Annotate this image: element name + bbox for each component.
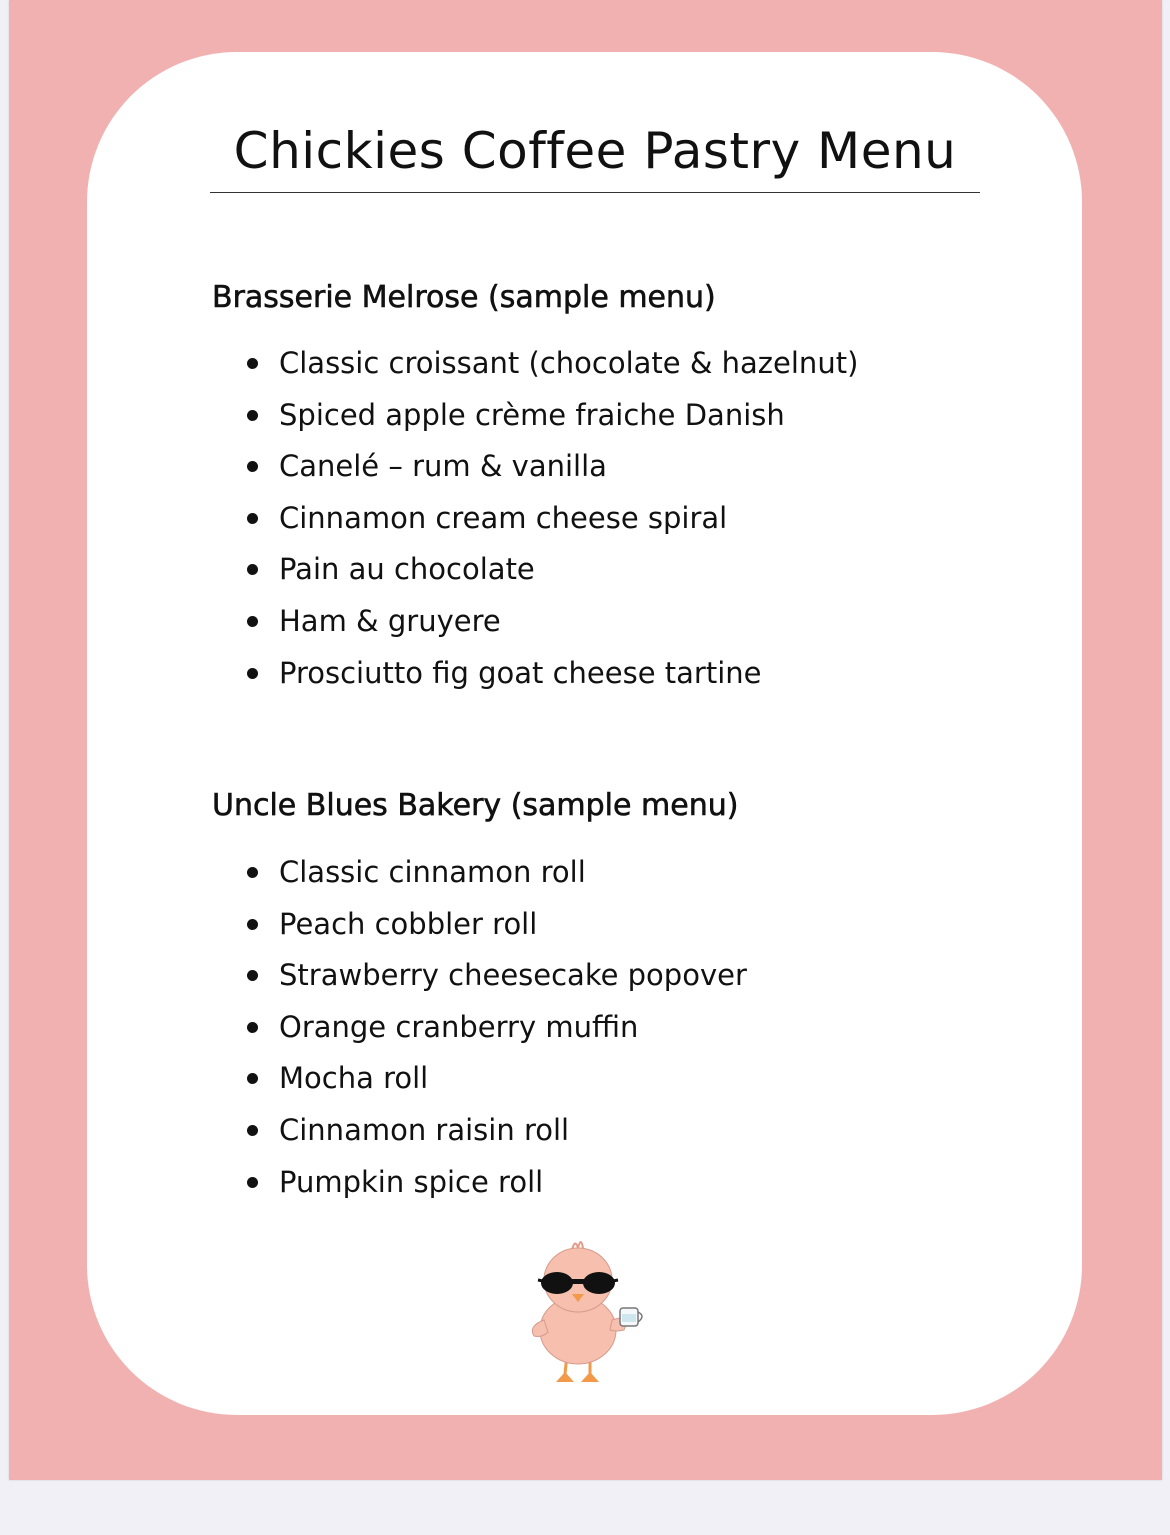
bullet-icon	[247, 1022, 258, 1033]
list-item	[244, 501, 858, 553]
list-item	[244, 604, 858, 656]
list-item	[244, 855, 747, 907]
chick-with-sunglasses-and-coffee-icon	[520, 1236, 650, 1388]
list-item-label: Prosciutto fig goat cheese tartine	[279, 655, 762, 690]
list-item	[244, 449, 858, 501]
bullet-icon	[247, 919, 258, 930]
list-item-label: Classic cinnamon roll	[279, 855, 586, 889]
section-heading-uncle-blues-bakery: Uncle Blues Bakery (sample menu)	[212, 788, 739, 823]
list-item-label: Cinnamon raisin roll	[279, 1112, 570, 1147]
list-item-label: Strawberry cheesecake popover	[279, 958, 747, 993]
section-heading-brasserie-melrose: Brasserie Melrose (sample menu)	[212, 280, 716, 315]
list-item	[244, 1113, 747, 1165]
list-item-label: Cinnamon cream cheese spiral	[279, 500, 728, 535]
list-item-label: Pumpkin spice roll	[279, 1164, 544, 1199]
list-item	[244, 398, 858, 450]
list-item-label: Ham & gruyere	[279, 603, 501, 638]
list-item	[244, 1165, 747, 1217]
list-item	[244, 1061, 747, 1113]
list-item-label: Canelé – rum & vanilla	[279, 449, 607, 484]
bullet-icon	[247, 564, 258, 575]
bullet-icon	[247, 513, 258, 524]
bullet-icon	[247, 461, 258, 472]
bullet-icon	[247, 358, 258, 369]
list-item-label: Pain au chocolate	[279, 552, 535, 587]
list-item	[244, 907, 747, 959]
bullet-icon	[247, 867, 258, 878]
list-item-label: Orange cranberry muffin	[279, 1009, 639, 1044]
bullet-icon	[247, 668, 258, 679]
list-item-label: Classic croissant (chocolate & hazelnut)	[279, 346, 859, 380]
title-divider	[210, 192, 980, 193]
brasserie-melrose-list	[244, 346, 858, 707]
list-item	[244, 958, 747, 1010]
bullet-icon	[247, 616, 258, 627]
list-item-label: Spiced apple crème fraiche Danish	[279, 397, 785, 432]
menu-title: Chickies Coffee Pastry Menu	[233, 122, 957, 180]
list-item	[244, 656, 858, 708]
list-item-label: Peach cobbler roll	[279, 906, 538, 941]
list-item	[244, 346, 858, 398]
list-item	[244, 1010, 747, 1062]
bullet-icon	[247, 410, 258, 421]
bullet-icon	[247, 970, 258, 981]
list-item-label: Mocha roll	[279, 1061, 429, 1096]
list-item	[244, 552, 858, 604]
bullet-icon	[247, 1177, 258, 1188]
uncle-blues-bakery-list	[244, 855, 747, 1216]
bullet-icon	[247, 1125, 258, 1136]
bullet-icon	[247, 1073, 258, 1084]
